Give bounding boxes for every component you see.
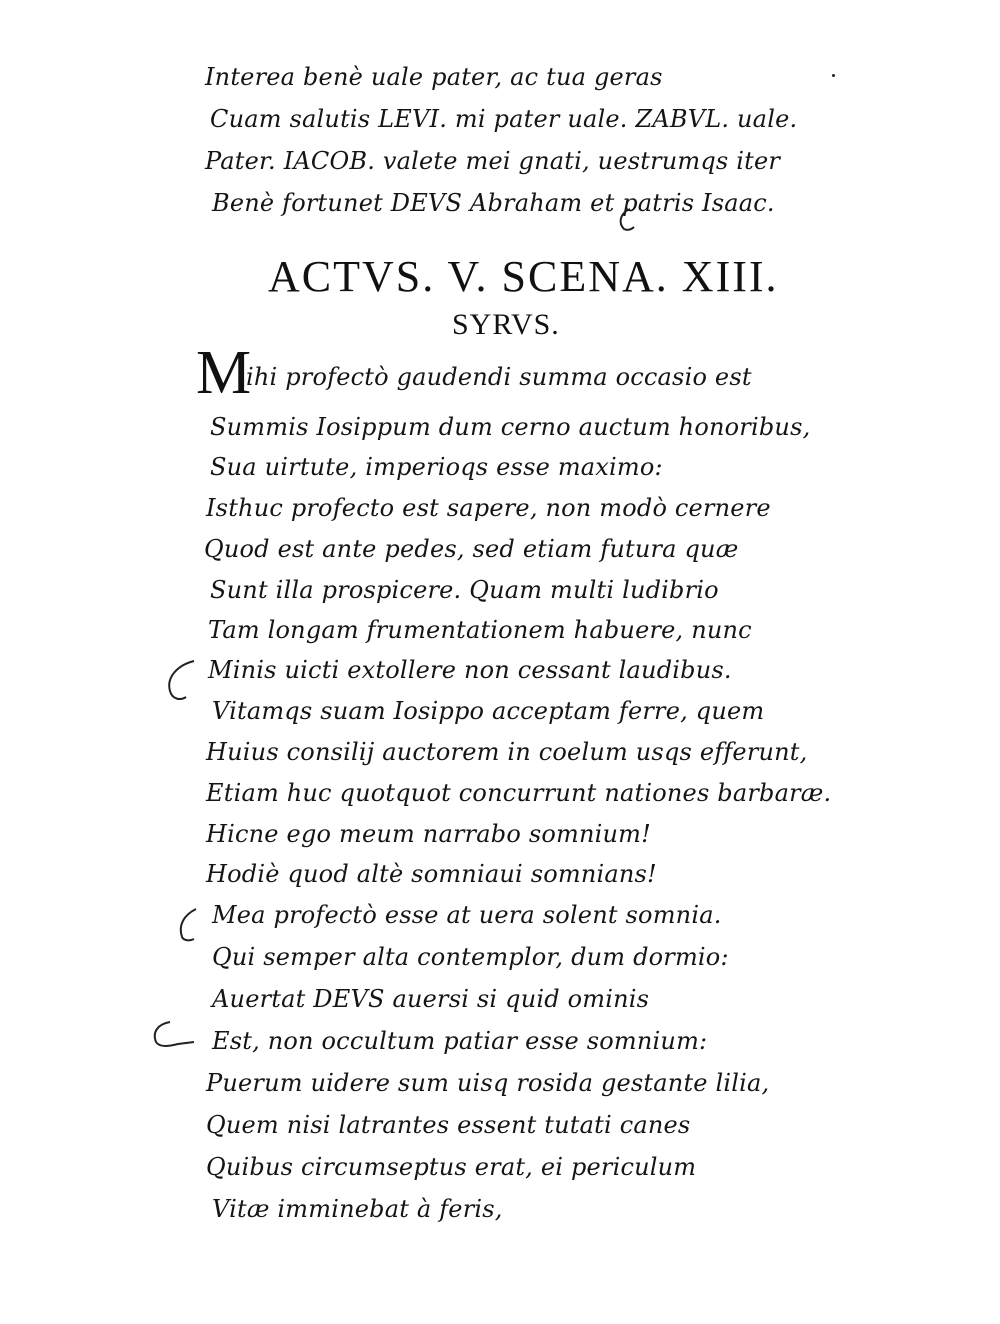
verse-line: Huius consilij auctorem in coelum usqs efferunt, <box>206 738 808 766</box>
verse-line: Est, non occultum patiar esse somnium: <box>212 1027 708 1055</box>
verse-line: Etiam huc quotquot concurrunt nationes barbaræ. <box>206 779 832 807</box>
verse-line: Quibus circumseptus erat, ei periculum <box>206 1153 697 1181</box>
verse-line: Isthuc profecto est sapere, non modò cernere <box>206 494 771 522</box>
verse-line: Minis uicti extollere non cessant laudibus. <box>208 656 732 684</box>
verse-line: Tam longam frumentationem habuere, nunc <box>208 616 752 644</box>
verse-line: Sunt illa prospicere. Quam multi ludibrio <box>210 576 719 604</box>
verse-line: Summis Iosippum dum cerno auctum honoribus, <box>210 413 811 441</box>
margin-flourish-icon <box>610 205 640 235</box>
verse-line-1: ihi profectò gaudendi summa occasio est <box>246 363 752 391</box>
verse-line: Mea profectò esse at uera solent somnia. <box>212 901 722 929</box>
margin-flourish-icon <box>148 1016 198 1056</box>
ink-dot <box>832 74 835 77</box>
verse-line: Sua uirtute, imperioqs esse maximo: <box>210 453 663 481</box>
speaker-name: SYRVS. <box>452 308 560 341</box>
top-line-1: Interea benè uale pater, ac tua geras <box>205 63 663 91</box>
act-scene-heading: ACTVS. V. SCENA. XIII. <box>268 252 779 301</box>
top-line-3: Pater. IACOB. valete mei gnati, uestrumqs iter <box>205 147 781 175</box>
verse-line: Puerum uidere sum uisq rosida gestante lilia, <box>206 1069 770 1097</box>
verse-line: Quod est ante pedes, sed etiam futura quæ <box>204 535 739 563</box>
verse-line: Hicne ego meum narrabo somnium! <box>206 820 651 848</box>
verse-line: Vitamqs suam Iosippo acceptam ferre, quem <box>212 697 765 725</box>
verse-line: Auertat DEVS auersi si quid ominis <box>212 985 650 1013</box>
verse-line: Qui semper alta contemplor, dum dormio: <box>212 943 729 971</box>
drop-cap: M <box>196 339 252 407</box>
top-line-2: Cuam salutis LEVI. mi pater uale. ZABVL. uale. <box>210 105 798 133</box>
verse-line: Quem nisi latrantes essent tutati canes <box>206 1111 691 1139</box>
margin-flourish-icon <box>172 905 202 945</box>
top-line-4: Benè fortunet DEVS Abraham et patris Isaac. <box>212 189 775 217</box>
margin-flourish-icon <box>160 655 200 705</box>
verse-line: Vitæ imminebat à feris, <box>212 1195 503 1223</box>
verse-line: Hodiè quod altè somniaui somnians! <box>206 860 657 888</box>
